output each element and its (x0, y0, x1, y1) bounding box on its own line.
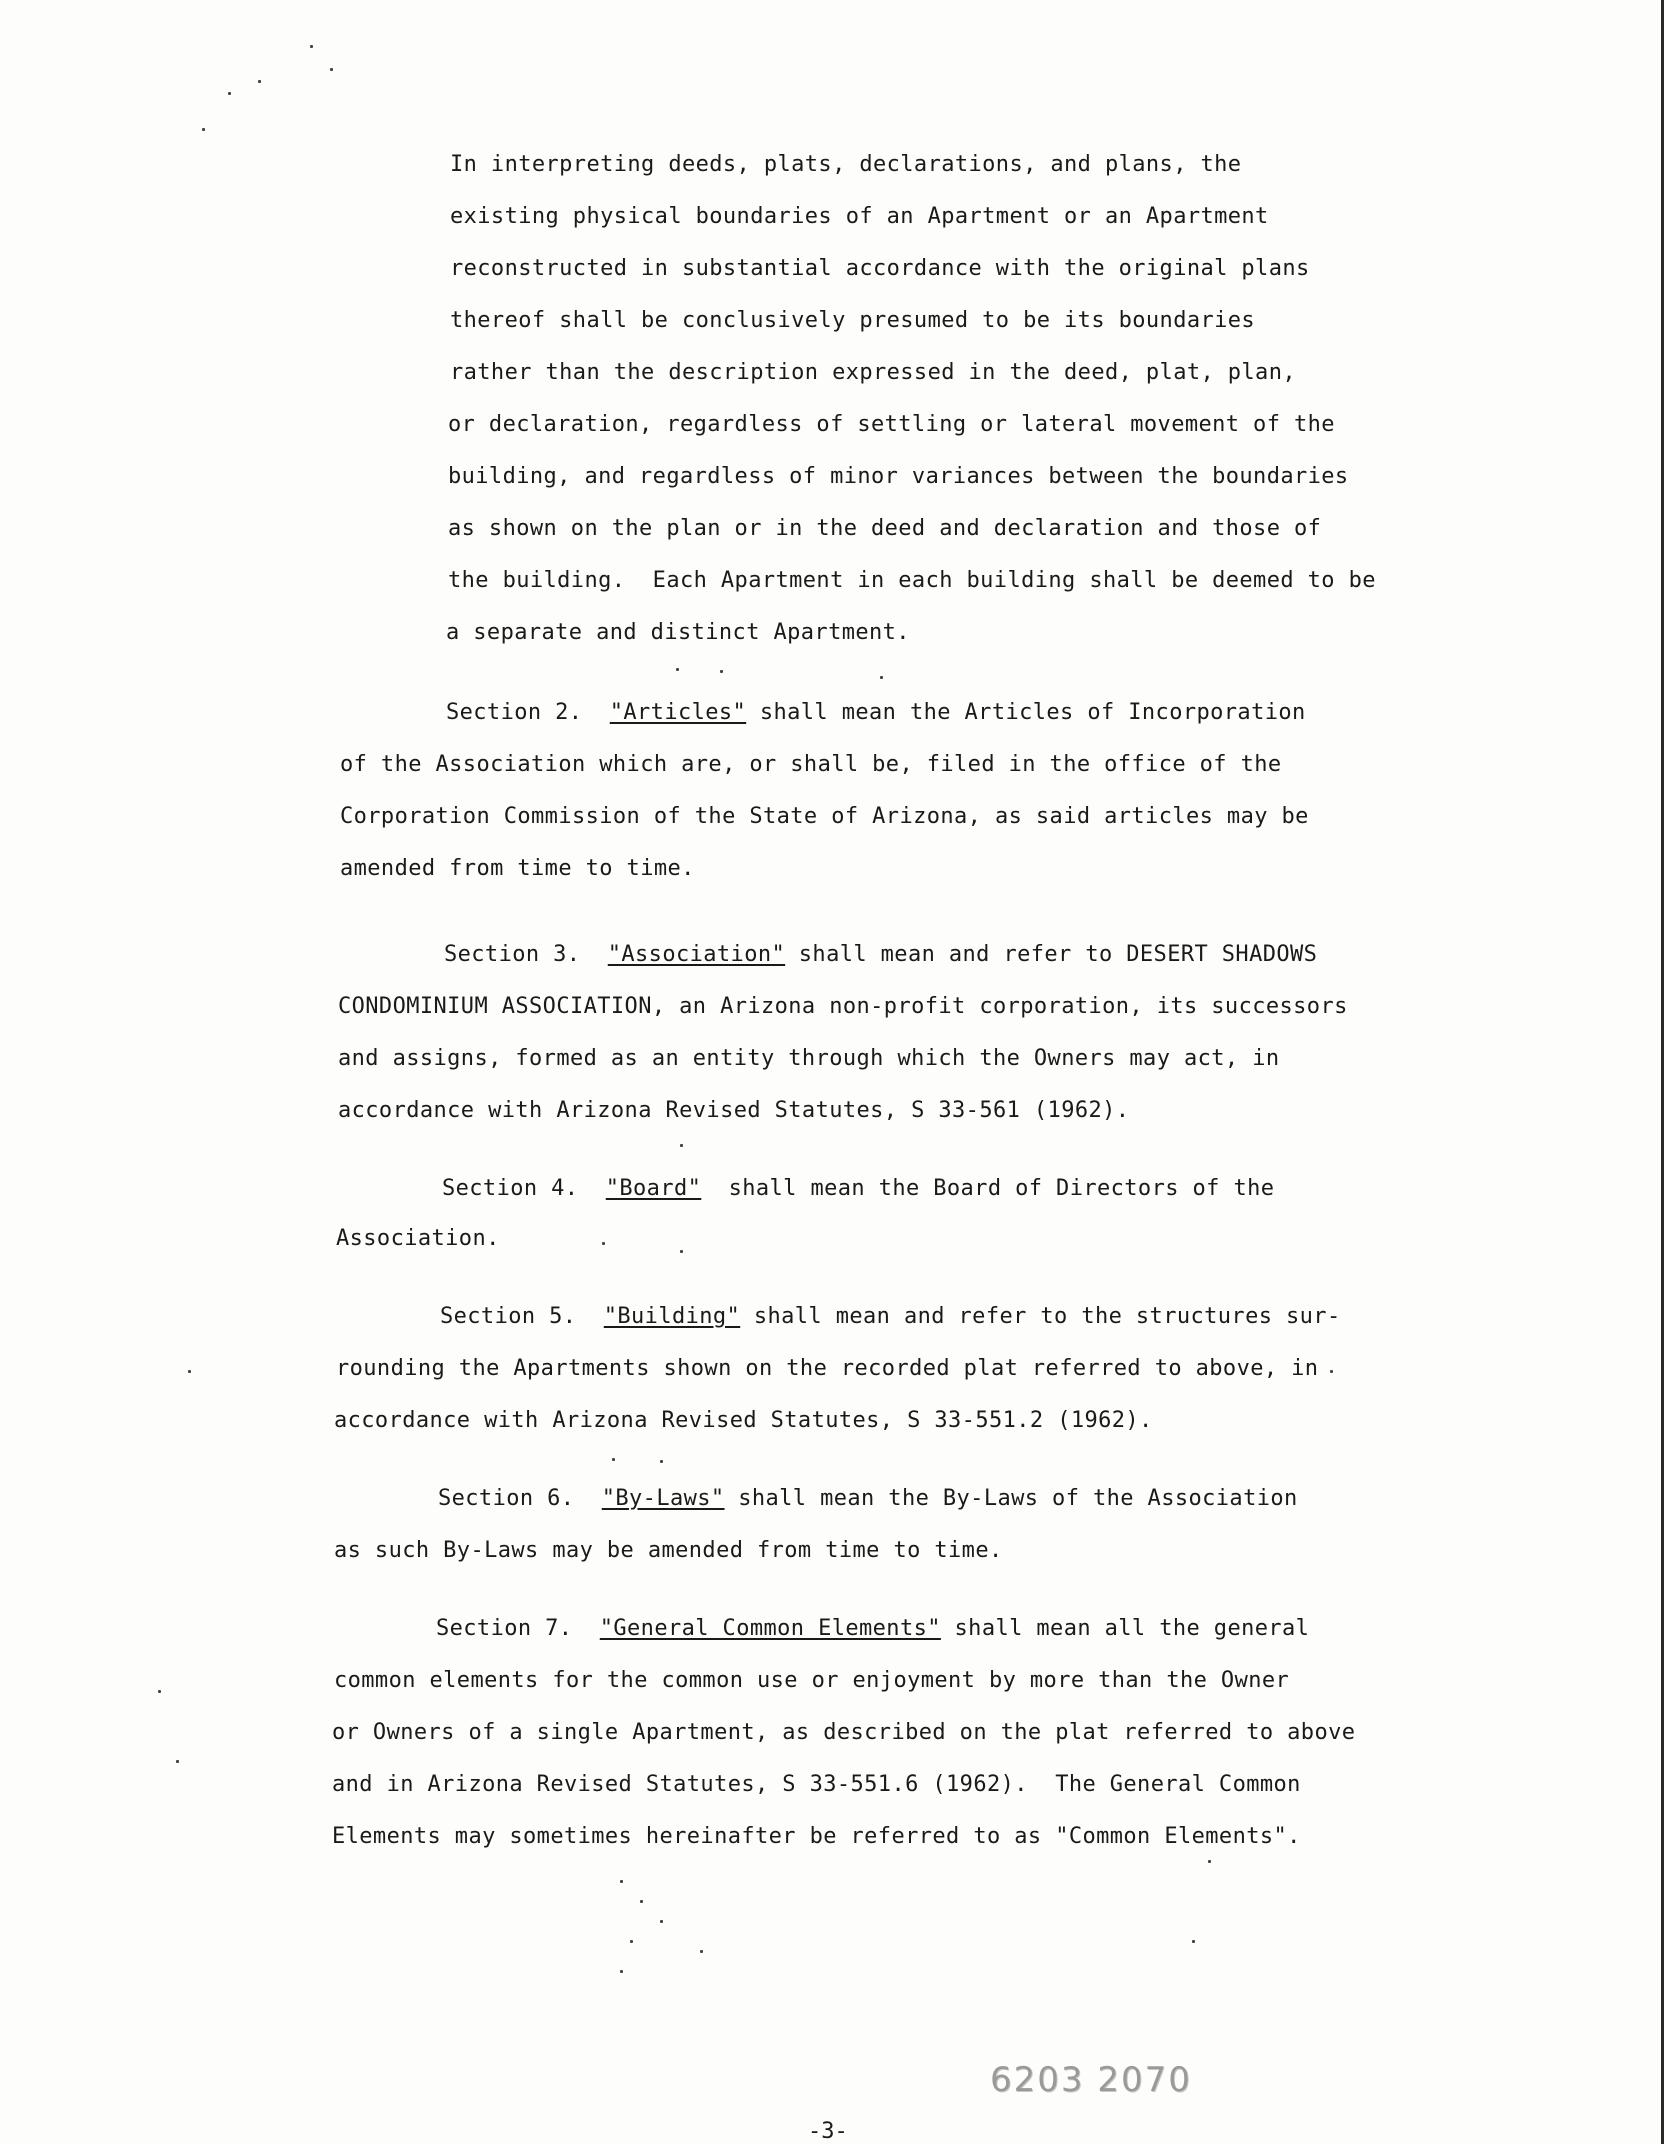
text-line: or Owners of a single Apartment, as described on the plat referred to above (332, 1720, 1356, 1745)
text-line: accordance with Arizona Revised Statutes, S 33-561 (1962). (338, 1098, 1130, 1123)
section-heading-line (438, 1484, 1298, 1514)
text-line: common elements for the common use or enjoyment by more than the Owner (334, 1668, 1290, 1693)
section-number: Section 3. (444, 942, 581, 967)
text-line: as such By-Laws may be amended from time to time. (334, 1538, 1003, 1563)
text-line: Elements may sometimes hereinafter be referred to as "Common Elements". (332, 1824, 1301, 1849)
defined-term: "By-Laws" (601, 1486, 725, 1511)
defined-term: "Association" (607, 942, 786, 967)
text-line: Corporation Commission of the State of Arizona, as said articles may be (340, 804, 1309, 829)
text-line: and in Arizona Revised Statutes, S 33-551.6 (1962). The General Common (332, 1772, 1301, 1797)
text-line: Association. (336, 1226, 500, 1251)
text-line: CONDOMINIUM ASSOCIATION, an Arizona non-profit corporation, its successors (338, 994, 1348, 1019)
section-text: shall mean and refer to DESERT SHADOWS (785, 942, 1318, 967)
text-line: existing physical boundaries of an Apartment or an Apartment (450, 204, 1269, 229)
text-line: rounding the Apartments shown on the recorded plat referred to above, in (336, 1356, 1319, 1381)
text-line: the building. Each Apartment in each building shall be deemed to be (448, 568, 1376, 593)
defined-term: "Articles" (609, 700, 747, 725)
section-number: Section 6. (438, 1486, 575, 1511)
text-line: In interpreting deeds, plats, declarations, and plans, the (450, 152, 1242, 177)
section-heading-line (446, 698, 1306, 728)
text-line: thereof shall be conclusively presumed to be its boundaries (450, 308, 1256, 333)
section-text: shall mean the Board of Directors of the (701, 1176, 1275, 1201)
text-line: of the Association which are, or shall be, filed in the office of the (340, 752, 1282, 777)
section-heading-line (440, 1302, 1341, 1332)
section-number: Section 5. (440, 1304, 577, 1329)
section-text: shall mean the By-Laws of the Association (724, 1486, 1298, 1511)
text-line: as shown on the plan or in the deed and declaration and those of (448, 516, 1322, 541)
text-line: a separate and distinct Apartment. (446, 620, 910, 645)
section-text: shall mean all the general (940, 1616, 1310, 1641)
section-heading-line (444, 940, 1317, 970)
section-text: shall mean and refer to the structures sur- (740, 1304, 1341, 1329)
text-line: or declaration, regardless of settling or lateral movement of the (448, 412, 1335, 437)
defined-term: "General Common Elements" (599, 1616, 941, 1641)
section-heading-line (436, 1614, 1309, 1644)
text-line: accordance with Arizona Revised Statutes, S 33-551.2 (1962). (334, 1408, 1153, 1433)
text-line: building, and regardless of minor variances between the boundaries (448, 464, 1349, 489)
section-heading-line (442, 1174, 1274, 1204)
text-line: amended from time to time. (340, 856, 695, 881)
text-line: reconstructed in substantial accordance with the original plans (450, 256, 1310, 281)
section-text: shall mean the Articles of Incorporation (746, 700, 1306, 725)
section-number: Section 4. (442, 1176, 579, 1201)
text-line: and assigns, formed as an entity through which the Owners may act, in (338, 1046, 1280, 1071)
section-number: Section 2. (446, 700, 583, 725)
text-line: rather than the description expressed in the deed, plat, plan, (450, 360, 1296, 385)
section-number: Section 7. (436, 1616, 573, 1641)
defined-term: "Building" (603, 1304, 741, 1329)
page-number: -3- (808, 2119, 848, 2144)
recording-stamp: 6203 2070 (990, 2060, 1192, 2100)
defined-term: "Board" (605, 1176, 702, 1201)
